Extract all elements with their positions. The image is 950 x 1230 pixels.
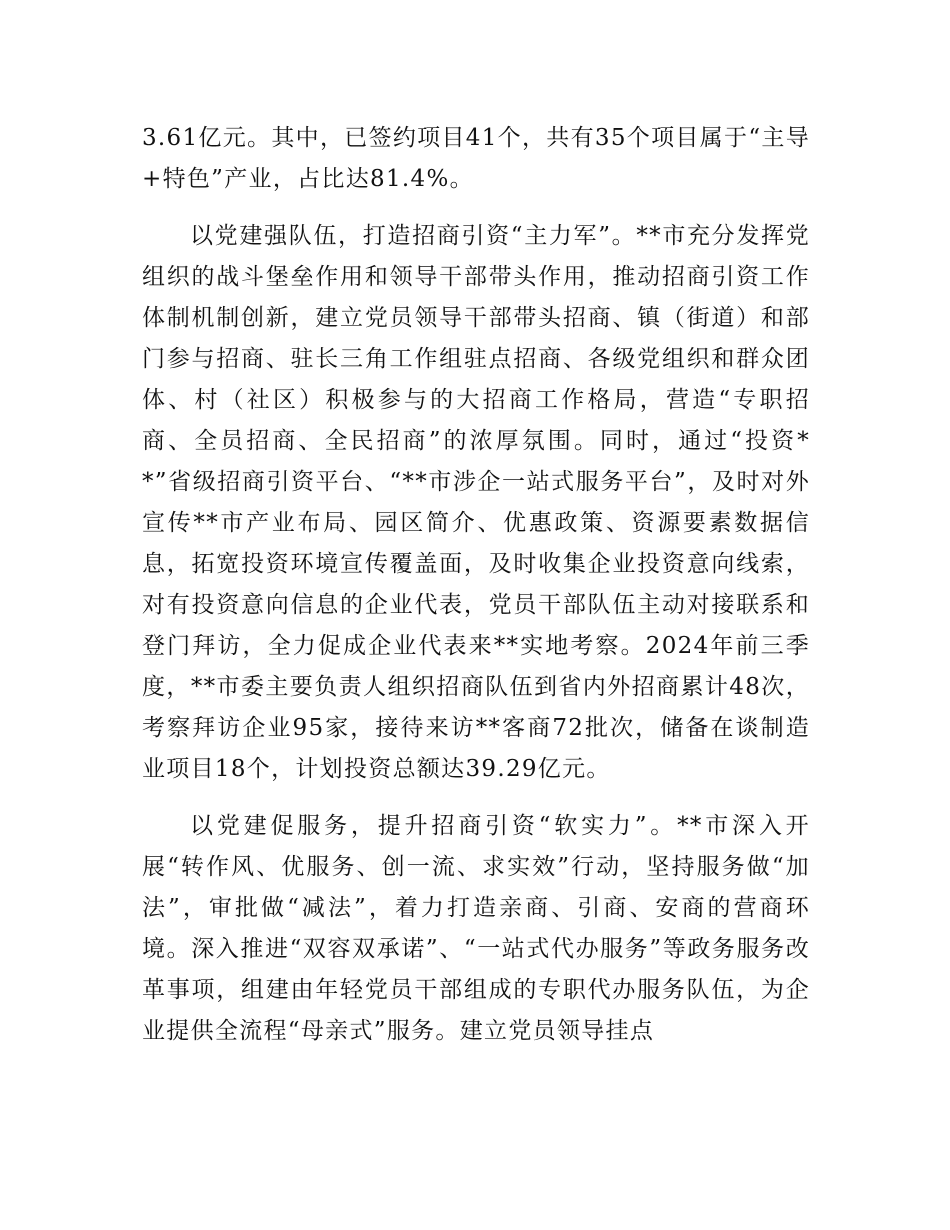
paragraph-2: 以党建强队伍，打造招商引资“主力军”。**市充分发挥党组织的战斗堡垒作用和领导干部带头作用，推动招商引资工作体制机制创新，建立党员领导干部带头招商、镇（街道）和部门参与招商、驻长三角工作组驻点招商、各级党组织和群众团体、村（社区）积极参与的大招商工作格局，营造“专职招商、全员招商、全民招商”的浓厚氛围。同时，通过“投资**”省级招商引资平台、“**市涉企一站式服务平台”，及时对外宣传**市产业布局、园区简介、优惠政策、资源要素数据信息，拓宽投资环境宣传覆盖面，及时收集企业投资意向线索，对有投资意向信息的企业代表，党员干部队伍主动对接联系和登门拜访，全力促成企业代表来**实地考察。2024年前三季度，**市委主要负责人组织招商队伍到省内外招商累计48次，考察拜访企业95家，接待来访**客商72批次，储备在谈制造业项目18个，计划投资总额达39.29亿元。	[142, 223, 810, 782]
paragraph-3: 以党建促服务，提升招商引资“软实力”。**市深入开展“转作风、优服务、创一流、求实效”行动，坚持服务做“加法”，审批做“减法”，着力打造亲商、引商、安商的营商环境。深入推进“双容双承诺”、“一站式代办服务”等政务服务改革事项，组建由年轻党员干部组成的专职代办服务队伍，为企业提供全流程“母亲式”服务。建立党员领导挂点	[142, 813, 810, 1044]
paragraph-1: 3.61亿元。其中，已签约项目41个，共有35个项目属于“主导+特色”产业，占比达81.4%。	[142, 125, 810, 192]
document-body	[142, 118, 810, 1052]
